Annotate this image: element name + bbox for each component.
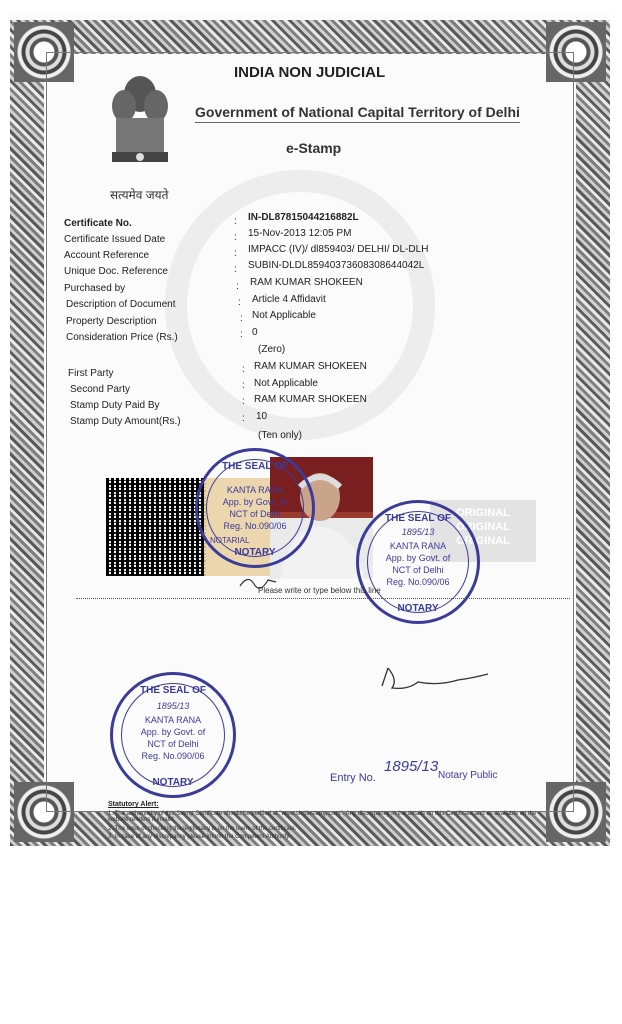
- notarial-text: NOTARIAL: [210, 536, 250, 545]
- alert-line: 1. The authenticity of this Stamp Certificate should be verified at "www.shcilestamp.com". Any discrepancy in the details on this Certificate and as available on the website renders it invalid.: [108, 811, 537, 823]
- field-label: Property Description: [66, 316, 157, 327]
- field-label: Consideration Price (Rs.): [66, 332, 178, 343]
- party-label: Stamp Duty Amount(Rs.): [70, 416, 181, 427]
- write-below-text: Please write or type below this line: [258, 586, 381, 595]
- notary-seal: THE SEAL OF 1895/13 KANTA RANA App. by Govt. of NCT of Delhi Reg. No.090/06 NOTARY: [110, 672, 236, 798]
- field-value: IMPACC (IV)/ dl859403/ DELHI/ DL-DLH: [248, 244, 429, 255]
- notary-seal: THE SEAL OF 1895/13 KANTA RANA App. by Govt. of NCT of Delhi Reg. No.090/06 NOTARY: [356, 500, 480, 624]
- field-label: Purchased by: [64, 283, 126, 294]
- header-estamp: e-Stamp: [286, 140, 342, 156]
- original-stamp: ORIGINAL ORIGINAL ORIGINAL: [430, 500, 536, 562]
- field-value: SUBIN-DLDL85940373608308644042L: [248, 260, 425, 271]
- alert-line: 3. In case of any discrepancy please inform the Competent Authority.: [108, 834, 291, 840]
- emblem-motto: सत्यमेव जयते: [110, 188, 169, 202]
- header-authority: Government of National Capital Territory of Delhi: [195, 104, 520, 123]
- field-label: Description of Document: [66, 299, 176, 310]
- signature-mark: [378, 660, 498, 696]
- notary-seal: THE SEAL OF KANTA RANA App. by Govt. of NCT of Delhi Reg. No.090/06 NOTARY: [195, 448, 315, 568]
- party-value: RAM KUMAR SHOKEEN: [254, 394, 367, 405]
- national-emblem-icon: [100, 72, 180, 182]
- notary-public-label: Notary Public: [438, 770, 498, 781]
- field-label: Account Reference: [64, 250, 150, 261]
- field-label: Unique Doc. Reference: [64, 266, 168, 277]
- party-value: RAM KUMAR SHOKEEN: [254, 361, 367, 372]
- party-label: First Party: [68, 368, 114, 379]
- qr-code: [106, 478, 206, 576]
- entry-number: 1895/13: [384, 758, 439, 775]
- field-value: 0: [252, 327, 258, 338]
- field-label: Certificate No.: [64, 218, 132, 229]
- field-value: IN-DL87815044216882L: [248, 212, 359, 223]
- signature-mark: [238, 572, 278, 592]
- alert-line: 2. The onus of checking the legitimacy is on the users of the certificate.: [108, 826, 297, 832]
- consideration-in-words: (Zero): [258, 344, 286, 355]
- field-value: RAM KUMAR SHOKEEN: [250, 277, 363, 288]
- party-label: Second Party: [70, 384, 131, 395]
- party-value: Not Applicable: [254, 378, 318, 389]
- party-value: 10: [256, 411, 268, 422]
- write-below-divider: [76, 598, 570, 599]
- entry-prefix: Entry No.: [330, 772, 376, 784]
- statutory-alert-title: Statutory Alert:: [108, 801, 159, 808]
- party-label: Stamp Duty Paid By: [70, 400, 160, 411]
- duty-in-words: (Ten only): [258, 430, 302, 441]
- field-value: Not Applicable: [252, 310, 316, 321]
- header-title: INDIA NON JUDICIAL: [234, 64, 386, 81]
- field-label: Certificate Issued Date: [64, 234, 166, 245]
- field-value: 15-Nov-2013 12:05 PM: [248, 228, 352, 239]
- field-value: Article 4 Affidavit: [252, 294, 326, 305]
